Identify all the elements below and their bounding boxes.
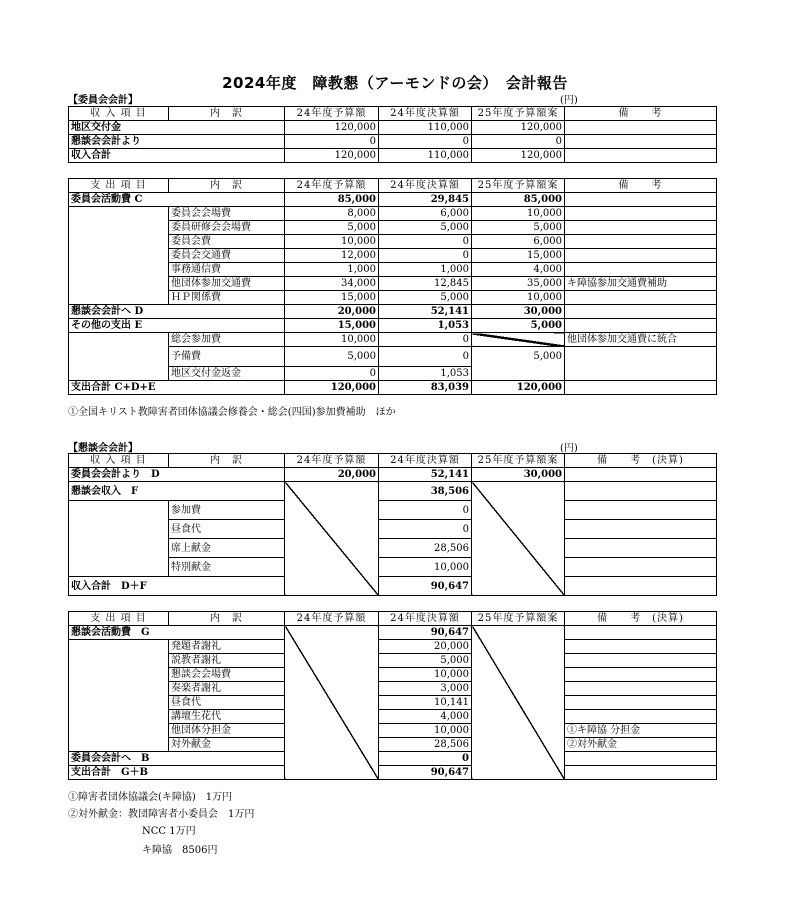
actual24-cell: 0 xyxy=(379,135,472,149)
actual24-cell: 10,000 xyxy=(379,558,472,577)
table-row xyxy=(69,149,717,163)
row-item: 収入合計 xyxy=(69,149,285,163)
remarks-cell xyxy=(565,367,717,381)
remarks-cell xyxy=(565,319,717,333)
sub-item: 昼食代 xyxy=(169,696,285,710)
budget25-cell: 120,000 xyxy=(472,381,565,395)
budget24-cell: 15,000 xyxy=(285,319,379,333)
sub-item: 総会参加費 xyxy=(169,333,285,347)
budget24-cell: 0 xyxy=(285,135,379,149)
remarks-cell xyxy=(565,501,717,520)
budget25-cell: 120,000 xyxy=(472,149,565,163)
actual24-cell: 0 xyxy=(379,235,472,249)
budget24-cell: 12,000 xyxy=(285,249,379,263)
meeting-income-table xyxy=(68,453,717,596)
table-row xyxy=(69,305,717,319)
remarks-cell xyxy=(565,193,717,207)
budget25-cell-struck xyxy=(472,333,565,347)
col-header-detail: 内 訳 xyxy=(169,179,285,193)
actual24-cell: 90,647 xyxy=(379,766,472,780)
remarks-cell xyxy=(565,381,717,395)
col-header-budget24: 24年度予算額 xyxy=(285,454,379,468)
sub-item: 昼食代 xyxy=(169,520,285,539)
row-item: 支出合計 C+D+E xyxy=(69,381,285,395)
sub-item: 説教者謝礼 xyxy=(169,654,285,668)
budget25-cell: 4,000 xyxy=(472,263,565,277)
sub-item: 特別献金 xyxy=(169,558,285,577)
budget24-cell: 34,000 xyxy=(285,277,379,291)
remarks-cell xyxy=(565,766,717,780)
meeting-footnote-4: キ障協 8506円 xyxy=(142,845,218,856)
col-header-item: 収 入 項 目 xyxy=(69,107,169,121)
remarks-cell xyxy=(565,207,717,221)
table-row xyxy=(69,482,717,501)
sub-item: 委員会費 xyxy=(169,235,285,249)
actual24-cell: 3,000 xyxy=(379,682,472,696)
budget25-crossed-cell xyxy=(472,626,565,780)
actual24-cell: 10,000 xyxy=(379,724,472,738)
actual24-cell: 10,141 xyxy=(379,696,472,710)
remarks-cell xyxy=(565,121,717,135)
actual24-cell: 10,000 xyxy=(379,668,472,682)
budget24-crossed-cell xyxy=(285,626,379,780)
table-row xyxy=(69,135,717,149)
meeting-unit: (円) xyxy=(560,443,578,454)
actual24-cell: 0 xyxy=(379,347,472,367)
actual24-cell: 110,000 xyxy=(379,149,472,163)
remarks-cell xyxy=(565,696,717,710)
remarks-cell xyxy=(565,221,717,235)
col-header-remarks: 備 考 (決算) xyxy=(565,612,717,626)
actual24-cell: 28,506 xyxy=(379,539,472,558)
remarks-cell xyxy=(565,263,717,277)
actual24-cell: 90,647 xyxy=(379,626,472,640)
col-header-item: 支 出 項 目 xyxy=(69,179,169,193)
row-item: 収入合計 D＋F xyxy=(69,577,285,596)
sub-item: 事務通信費 xyxy=(169,263,285,277)
sub-item: 他団体参加交通費 xyxy=(169,277,285,291)
actual24-cell: 38,506 xyxy=(379,482,472,501)
sub-item: 懇談会会場費 xyxy=(169,668,285,682)
remarks-cell xyxy=(565,520,717,539)
table-header-row xyxy=(69,612,717,626)
table-row xyxy=(69,381,717,395)
actual24-cell: 0 xyxy=(379,249,472,263)
col-header-actual24: 24年度決算額 xyxy=(379,179,472,193)
committee-expense-table xyxy=(68,178,717,395)
col-header-budget25: 25年度予算額案 xyxy=(472,454,565,468)
budget24-cell: 85,000 xyxy=(285,193,379,207)
actual24-cell: 5,000 xyxy=(379,291,472,305)
remarks-cell: ②対外献金 xyxy=(565,738,717,752)
table-row xyxy=(69,501,717,520)
budget24-cell: 10,000 xyxy=(285,235,379,249)
sub-item: 委員研修会会場費 xyxy=(169,221,285,235)
col-header-budget25: 25年度予算額案 xyxy=(472,179,565,193)
report-title: 2024年度 障教懇（アーモンドの会） 会計報告 xyxy=(222,74,568,92)
actual24-cell: 0 xyxy=(379,752,472,766)
row-item: 委員会活動費 C xyxy=(69,193,285,207)
col-header-budget25: 25年度予算額案 xyxy=(472,612,565,626)
remarks-cell xyxy=(565,539,717,558)
actual24-cell: 12,845 xyxy=(379,277,472,291)
actual24-cell: 1,000 xyxy=(379,263,472,277)
sub-item: 講壇生花代 xyxy=(169,710,285,724)
col-header-item: 収 入 項 目 xyxy=(69,454,169,468)
budget25-cell: 30,000 xyxy=(472,305,565,319)
row-item: その他の支出 E xyxy=(69,319,285,333)
table-row xyxy=(69,752,717,766)
col-header-budget25: 25年度予算額案 xyxy=(472,107,565,121)
blank-item-cell xyxy=(69,333,169,381)
committee-income-table xyxy=(68,106,717,163)
col-header-remarks: 備 考 xyxy=(565,179,717,193)
budget25-cell xyxy=(472,367,565,381)
actual24-cell: 52,141 xyxy=(379,468,472,482)
actual24-cell: 110,000 xyxy=(379,121,472,135)
col-header-actual24: 24年度決算額 xyxy=(379,454,472,468)
sub-item: ＨＰ関係費 xyxy=(169,291,285,305)
budget25-cell: 15,000 xyxy=(472,249,565,263)
row-item: 支出合計 G＋B xyxy=(69,766,285,780)
remarks-cell xyxy=(565,682,717,696)
table-row xyxy=(69,640,717,654)
budget24-cell: 8,000 xyxy=(285,207,379,221)
remarks-cell xyxy=(565,626,717,640)
table-row xyxy=(69,193,717,207)
col-header-remarks: 備 考 (決算) xyxy=(565,454,717,468)
remarks-cell xyxy=(565,305,717,319)
remarks-cell xyxy=(565,558,717,577)
actual24-cell: 29,845 xyxy=(379,193,472,207)
table-header-row xyxy=(69,179,717,193)
col-header-actual24: 24年度決算額 xyxy=(379,612,472,626)
committee-section-label: 【委員会会計】 xyxy=(68,95,138,106)
remarks-cell xyxy=(565,640,717,654)
sub-item: 委員会会場費 xyxy=(169,207,285,221)
sub-item: 発題者謝礼 xyxy=(169,640,285,654)
actual24-cell: 0 xyxy=(379,333,472,347)
budget25-cell: 5,000 xyxy=(472,319,565,333)
row-item: 懇談会会計より xyxy=(69,135,285,149)
remarks-cell xyxy=(565,752,717,766)
budget25-cell: 5,000 xyxy=(472,347,565,367)
remarks-cell xyxy=(565,710,717,724)
actual24-cell: 28,506 xyxy=(379,738,472,752)
blank-item-cell xyxy=(69,640,169,752)
actual24-cell: 83,039 xyxy=(379,381,472,395)
col-header-budget24: 24年度予算額 xyxy=(285,107,379,121)
row-item: 懇談会活動費 G xyxy=(69,626,285,640)
budget24-cell: 0 xyxy=(285,367,379,381)
sub-item: 他団体分担金 xyxy=(169,724,285,738)
budget24-cell: 120,000 xyxy=(285,381,379,395)
table-row xyxy=(69,319,717,333)
remarks-cell xyxy=(565,291,717,305)
sub-item: 予備費 xyxy=(169,347,285,367)
remarks-cell xyxy=(565,577,717,596)
budget24-cell: 20,000 xyxy=(285,305,379,319)
budget25-cell: 10,000 xyxy=(472,207,565,221)
remarks-cell xyxy=(565,668,717,682)
actual24-cell: 20,000 xyxy=(379,640,472,654)
actual24-cell: 4,000 xyxy=(379,710,472,724)
col-header-budget24: 24年度予算額 xyxy=(285,179,379,193)
row-item: 懇談会会計へ D xyxy=(69,305,285,319)
sub-item: 委員会交通費 xyxy=(169,249,285,263)
budget25-cell: 120,000 xyxy=(472,121,565,135)
row-item: 委員会会計より D xyxy=(69,468,285,482)
sub-item: 参加費 xyxy=(169,501,285,520)
col-header-item: 支 出 項 目 xyxy=(69,612,169,626)
remarks-cell xyxy=(565,149,717,163)
budget25-cell: 0 xyxy=(472,135,565,149)
row-item: 委員会会計へ B xyxy=(69,752,285,766)
col-header-detail: 内 訳 xyxy=(169,612,285,626)
actual24-cell: 5,000 xyxy=(379,654,472,668)
committee-footnote: ①全国キリスト教障害者団体協議会修養会・総会(四国)参加費補助 ほか xyxy=(68,407,396,418)
remarks-cell xyxy=(565,135,717,149)
meeting-section-label: 【懇談会会計】 xyxy=(68,443,138,454)
budget24-cell: 15,000 xyxy=(285,291,379,305)
sub-item: 奏楽者謝礼 xyxy=(169,682,285,696)
actual24-cell: 0 xyxy=(379,520,472,539)
budget24-cell: 20,000 xyxy=(285,468,379,482)
meeting-footnote-1: ①障害者団体協議会(キ障協) 1万円 xyxy=(68,792,233,803)
budget25-cell: 30,000 xyxy=(472,468,565,482)
table-row xyxy=(69,766,717,780)
budget24-cell: 120,000 xyxy=(285,121,379,135)
remarks-cell xyxy=(565,468,717,482)
meeting-footnote-2: ②対外献金：教団障害者小委員会 1万円 xyxy=(68,809,255,820)
budget24-cell: 5,000 xyxy=(285,347,379,367)
table-header-row xyxy=(69,454,717,468)
table-row xyxy=(69,121,717,135)
table-row xyxy=(69,626,717,640)
remarks-cell xyxy=(565,654,717,668)
col-header-budget24: 24年度予算額 xyxy=(285,612,379,626)
sub-item: 席上献金 xyxy=(169,539,285,558)
budget24-crossed-cell xyxy=(285,482,379,596)
committee-unit: (円) xyxy=(560,95,578,106)
blank-item-cell xyxy=(69,501,169,577)
blank-item-cell xyxy=(69,207,169,305)
remarks-cell xyxy=(565,249,717,263)
budget24-cell: 120,000 xyxy=(285,149,379,163)
budget25-cell: 85,000 xyxy=(472,193,565,207)
actual24-cell: 1,053 xyxy=(379,367,472,381)
budget25-cell: 6,000 xyxy=(472,235,565,249)
sub-item: 対外献金 xyxy=(169,738,285,752)
remarks-cell: ①キ障協 分担金 xyxy=(565,724,717,738)
col-header-actual24: 24年度決算額 xyxy=(379,107,472,121)
actual24-cell: 52,141 xyxy=(379,305,472,319)
row-item: 懇談会収入 F xyxy=(69,482,285,501)
table-header-row xyxy=(69,107,717,121)
col-header-detail: 内 訳 xyxy=(169,107,285,121)
actual24-cell: 6,000 xyxy=(379,207,472,221)
meeting-footnote-3: NCC 1万円 xyxy=(142,826,196,837)
row-item: 地区交付金 xyxy=(69,121,285,135)
budget24-cell: 1,000 xyxy=(285,263,379,277)
meeting-expense-table xyxy=(68,611,717,780)
remarks-cell xyxy=(565,235,717,249)
table-row xyxy=(69,577,717,596)
actual24-cell: 90,647 xyxy=(379,577,472,596)
remarks-cell: 他団体参加交通費に統合 xyxy=(565,333,717,347)
col-header-remarks: 備 考 xyxy=(565,107,717,121)
remarks-cell xyxy=(565,347,717,367)
budget24-cell: 10,000 xyxy=(285,333,379,347)
remarks-cell: キ障協参加交通費補助 xyxy=(565,277,717,291)
budget25-crossed-cell xyxy=(472,482,565,596)
budget24-cell: 5,000 xyxy=(285,221,379,235)
remarks-cell xyxy=(565,482,717,501)
table-row xyxy=(69,468,717,482)
table-row xyxy=(69,207,717,221)
table-row xyxy=(69,333,717,347)
actual24-cell: 0 xyxy=(379,501,472,520)
actual24-cell: 1,053 xyxy=(379,319,472,333)
budget25-cell: 10,000 xyxy=(472,291,565,305)
col-header-detail: 内 訳 xyxy=(169,454,285,468)
budget25-cell: 35,000 xyxy=(472,277,565,291)
sub-item: 地区交付金返金 xyxy=(169,367,285,381)
actual24-cell: 5,000 xyxy=(379,221,472,235)
budget25-cell: 5,000 xyxy=(472,221,565,235)
